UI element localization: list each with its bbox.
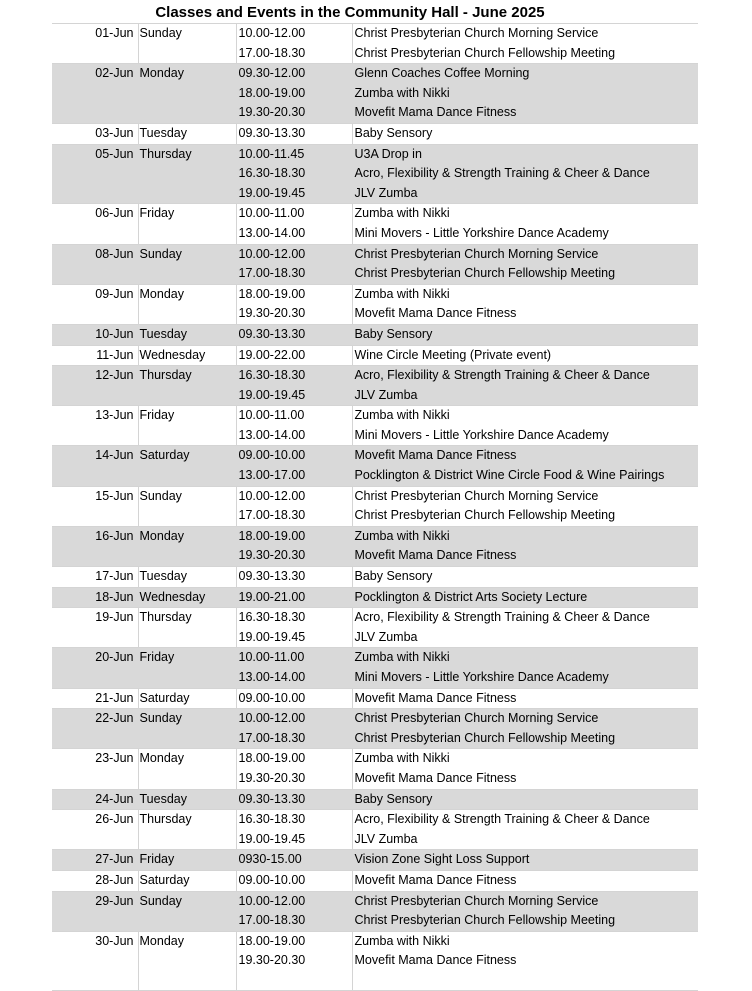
date-cell[interactable]: 18-Jun bbox=[52, 587, 138, 608]
day-cell[interactable] bbox=[138, 769, 236, 789]
day-cell[interactable]: Saturday bbox=[138, 446, 236, 466]
day-cell[interactable]: Tuesday bbox=[138, 324, 236, 345]
table-row bbox=[52, 184, 698, 204]
date-cell[interactable]: 30-Jun bbox=[52, 931, 138, 951]
page-title: Classes and Events in the Community Hall - June 2025 bbox=[155, 4, 545, 21]
time-cell[interactable]: 10.00-12.00 bbox=[236, 244, 352, 264]
date-cell[interactable] bbox=[52, 830, 138, 850]
event-cell[interactable]: Christ Presbyterian Church Morning Service bbox=[352, 244, 698, 264]
event-cell[interactable]: Movefit Mama Dance Fitness bbox=[352, 304, 698, 324]
date-cell[interactable] bbox=[52, 506, 138, 526]
date-cell[interactable]: 13-Jun bbox=[52, 406, 138, 426]
day-cell[interactable] bbox=[138, 466, 236, 486]
time-cell[interactable]: 16.30-18.30 bbox=[236, 164, 352, 184]
time-cell[interactable]: 17.00-18.30 bbox=[236, 729, 352, 749]
day-cell[interactable] bbox=[138, 184, 236, 204]
time-cell[interactable]: 17.00-18.30 bbox=[236, 911, 352, 931]
event-cell[interactable]: Zumba with Nikki bbox=[354, 206, 450, 221]
date-cell[interactable]: 27-Jun bbox=[52, 850, 138, 871]
day-cell[interactable]: Monday bbox=[138, 526, 236, 546]
day-cell[interactable] bbox=[138, 264, 236, 284]
table-row bbox=[52, 931, 698, 951]
event-cell[interactable]: Zumba with Nikki bbox=[354, 408, 450, 423]
event-cell[interactable]: Zumba with Nikki bbox=[354, 751, 450, 766]
event-cell[interactable]: Christ Presbyterian Church Fellowship Meeting bbox=[352, 506, 698, 526]
date-cell[interactable]: 05-Jun bbox=[52, 144, 138, 164]
event-cell[interactable]: Movefit Mama Dance Fitness bbox=[352, 688, 698, 709]
table-row bbox=[52, 64, 698, 84]
date-cell[interactable]: 15-Jun bbox=[52, 486, 138, 506]
table-row bbox=[52, 244, 698, 264]
table-row bbox=[52, 284, 698, 304]
event-cell[interactable]: Christ Presbyterian Church Morning Service bbox=[352, 891, 698, 911]
event-cell[interactable]: Movefit Mama Dance Fitness bbox=[352, 103, 698, 123]
event-cell[interactable]: JLV Zumba bbox=[352, 628, 698, 648]
date-cell[interactable]: 06-Jun bbox=[52, 204, 138, 224]
table-row bbox=[52, 648, 698, 668]
date-cell[interactable] bbox=[52, 971, 138, 991]
time-cell[interactable]: 19.30-20.30 bbox=[236, 951, 352, 971]
table-row bbox=[52, 366, 698, 386]
date-cell[interactable] bbox=[52, 769, 138, 789]
time-cell[interactable]: 19.30-20.30 bbox=[236, 769, 352, 789]
time-cell[interactable]: 18.00-19.00 bbox=[236, 284, 352, 304]
date-cell[interactable]: 11-Jun bbox=[52, 345, 138, 366]
day-cell[interactable] bbox=[138, 830, 236, 850]
event-cell[interactable]: Zumba with Nikki bbox=[352, 526, 698, 546]
date-cell[interactable]: 16-Jun bbox=[52, 526, 138, 546]
date-cell[interactable]: 12-Jun bbox=[52, 366, 138, 386]
time-cell[interactable]: 17.00-18.30 bbox=[236, 44, 352, 64]
day-cell[interactable] bbox=[138, 426, 236, 446]
date-cell[interactable]: 02-Jun bbox=[52, 64, 138, 84]
time-cell[interactable]: 10.00-12.00 bbox=[236, 891, 352, 911]
event-cell[interactable]: Wine Circle Meeting (Private event) bbox=[352, 345, 698, 366]
table-row bbox=[52, 729, 698, 749]
time-cell[interactable]: 18.00-19.00 bbox=[236, 749, 352, 769]
date-cell[interactable]: 24-Jun bbox=[52, 789, 138, 810]
day-cell[interactable] bbox=[138, 386, 236, 406]
time-cell[interactable]: 13.00-14.00 bbox=[236, 668, 352, 688]
day-cell[interactable]: Tuesday bbox=[138, 567, 236, 588]
day-cell[interactable]: Friday bbox=[138, 406, 236, 426]
time-cell[interactable]: 19.00-19.45 bbox=[236, 628, 352, 648]
day-cell[interactable] bbox=[138, 911, 236, 931]
table-row bbox=[52, 628, 698, 648]
event-cell[interactable]: Christ Presbyterian Church Morning Service bbox=[352, 709, 698, 729]
table-row bbox=[52, 144, 698, 164]
event-cell[interactable]: Mini Movers - Little Yorkshire Dance Academy bbox=[352, 668, 698, 688]
day-cell[interactable] bbox=[138, 971, 236, 991]
event-cell[interactable]: Baby Sensory bbox=[352, 123, 698, 144]
time-cell[interactable]: 09.30-13.30 bbox=[236, 789, 352, 810]
date-cell[interactable] bbox=[52, 729, 138, 749]
table-row bbox=[52, 123, 698, 144]
date-cell[interactable]: 03-Jun bbox=[52, 123, 138, 144]
date-cell[interactable]: 26-Jun bbox=[52, 810, 138, 830]
event-cell[interactable]: JLV Zumba bbox=[352, 830, 698, 850]
date-cell[interactable] bbox=[52, 546, 138, 566]
table-row bbox=[52, 810, 698, 830]
time-cell[interactable]: 13.00-14.00 bbox=[236, 224, 352, 244]
event-cell[interactable]: Baby Sensory bbox=[352, 324, 698, 345]
time-cell[interactable]: 19.00-22.00 bbox=[236, 345, 352, 366]
date-cell[interactable]: 20-Jun bbox=[52, 648, 138, 668]
date-cell[interactable] bbox=[52, 668, 138, 688]
event-cell[interactable]: Acro, Flexibility & Strength Training & Cheer & Dance bbox=[352, 366, 698, 386]
time-cell[interactable]: 09.30-12.00 bbox=[236, 64, 352, 84]
day-cell[interactable]: Thursday bbox=[138, 810, 236, 830]
day-cell[interactable] bbox=[138, 506, 236, 526]
event-cell[interactable]: U3A Drop in bbox=[352, 144, 698, 164]
time-cell[interactable]: 10.00-12.00 bbox=[236, 24, 352, 44]
table-row bbox=[52, 911, 698, 931]
day-cell[interactable] bbox=[138, 44, 236, 64]
time-cell[interactable]: 19.00-21.00 bbox=[236, 587, 352, 608]
date-cell[interactable]: 08-Jun bbox=[52, 244, 138, 264]
event-cell[interactable]: Baby Sensory bbox=[352, 567, 698, 588]
time-cell[interactable]: 19.00-19.45 bbox=[236, 830, 352, 850]
time-cell[interactable]: 19.00-19.45 bbox=[236, 184, 352, 204]
event-cell[interactable]: Pocklington & District Arts Society Lecture bbox=[352, 587, 698, 608]
table-row bbox=[52, 486, 698, 506]
table-row bbox=[52, 608, 698, 628]
day-cell[interactable]: Sunday bbox=[138, 891, 236, 911]
table-row bbox=[52, 103, 698, 123]
event-cell[interactable]: Zumba with Nikki bbox=[354, 286, 450, 301]
time-cell[interactable]: 09.00-10.00 bbox=[236, 688, 352, 709]
date-cell[interactable] bbox=[52, 466, 138, 486]
time-cell[interactable]: 19.30-20.30 bbox=[236, 546, 352, 566]
table-row bbox=[52, 426, 698, 446]
day-cell[interactable]: Thursday bbox=[138, 366, 236, 386]
date-cell[interactable] bbox=[52, 911, 138, 931]
event-cell[interactable]: Movefit Mama Dance Fitness bbox=[352, 446, 698, 466]
date-cell[interactable] bbox=[52, 103, 138, 123]
table-row bbox=[52, 44, 698, 64]
table-row bbox=[52, 446, 698, 466]
day-cell[interactable]: Monday bbox=[138, 749, 236, 769]
table-row bbox=[52, 789, 698, 810]
date-cell[interactable]: 22-Jun bbox=[52, 709, 138, 729]
day-cell[interactable] bbox=[138, 951, 236, 971]
date-cell[interactable] bbox=[52, 628, 138, 648]
day-cell[interactable]: Wednesday bbox=[138, 587, 236, 608]
time-cell[interactable]: 18.00-19.00 bbox=[236, 84, 352, 104]
event-cell[interactable]: JLV Zumba bbox=[352, 386, 698, 406]
table-row bbox=[52, 224, 698, 244]
event-cell[interactable]: Vision Zone Sight Loss Support bbox=[352, 850, 698, 871]
event-cell[interactable]: Christ Presbyterian Church Fellowship Meeting bbox=[352, 44, 698, 64]
time-cell[interactable]: 09.30-13.30 bbox=[236, 567, 352, 588]
date-cell[interactable]: 10-Jun bbox=[52, 324, 138, 345]
table-row bbox=[52, 769, 698, 789]
event-cell[interactable]: Acro, Flexibility & Strength Training & Cheer & Dance bbox=[352, 164, 698, 184]
date-cell[interactable] bbox=[52, 951, 138, 971]
table-row bbox=[52, 567, 698, 588]
date-cell[interactable]: 23-Jun bbox=[52, 749, 138, 769]
date-cell[interactable] bbox=[52, 304, 138, 324]
table-row bbox=[52, 668, 698, 688]
table-row bbox=[52, 587, 698, 608]
event-cell[interactable]: Zumba with Nikki bbox=[354, 933, 450, 948]
day-cell[interactable]: Sunday bbox=[138, 244, 236, 264]
time-cell[interactable]: 0930-15.00 bbox=[236, 850, 352, 871]
time-cell[interactable]: 19.30-20.30 bbox=[236, 304, 352, 324]
time-cell[interactable]: 10.00-12.00 bbox=[236, 486, 352, 506]
table-row bbox=[52, 891, 698, 911]
day-cell[interactable]: Friday bbox=[138, 204, 236, 224]
day-cell[interactable]: Sunday bbox=[138, 486, 236, 506]
table-row bbox=[52, 386, 698, 406]
event-cell[interactable]: Mini Movers - Little Yorkshire Dance Academy bbox=[352, 224, 698, 244]
event-cell[interactable]: Movefit Mama Dance Fitness bbox=[354, 953, 517, 968]
table-row bbox=[52, 870, 698, 891]
table-row bbox=[52, 546, 698, 566]
date-cell[interactable] bbox=[52, 386, 138, 406]
table-row bbox=[52, 304, 698, 324]
day-cell[interactable]: Monday bbox=[138, 931, 236, 951]
table-row bbox=[52, 345, 698, 366]
event-cell[interactable]: JLV Zumba bbox=[352, 184, 698, 204]
day-cell[interactable] bbox=[138, 304, 236, 324]
time-cell[interactable]: 10.00-12.00 bbox=[236, 709, 352, 729]
day-cell[interactable]: Monday bbox=[138, 284, 236, 304]
table-row bbox=[52, 204, 698, 224]
day-cell[interactable] bbox=[138, 224, 236, 244]
table-row bbox=[52, 850, 698, 871]
table-row bbox=[52, 688, 698, 709]
time-cell[interactable]: 13.00-17.00 bbox=[236, 466, 352, 486]
event-cell[interactable]: Christ Presbyterian Church Fellowship Meeting bbox=[352, 729, 698, 749]
day-cell[interactable]: Thursday bbox=[138, 144, 236, 164]
date-cell[interactable]: 28-Jun bbox=[52, 870, 138, 891]
time-cell[interactable]: 09.30-13.30 bbox=[236, 123, 352, 144]
event-cell[interactable]: Pocklington & District Wine Circle Food & Wine Pairings bbox=[352, 466, 698, 486]
table-row bbox=[52, 951, 698, 971]
day-cell[interactable] bbox=[138, 164, 236, 184]
event-cell[interactable]: Mini Movers - Little Yorkshire Dance Academy bbox=[352, 426, 698, 446]
day-cell[interactable] bbox=[138, 103, 236, 123]
event-cell[interactable]: Acro, Flexibility & Strength Training & Cheer & Dance bbox=[354, 812, 650, 827]
time-cell[interactable]: 19.00-19.45 bbox=[236, 386, 352, 406]
day-cell[interactable]: Sunday bbox=[138, 24, 236, 44]
table-row bbox=[52, 84, 698, 104]
time-cell[interactable]: 19.30-20.30 bbox=[236, 103, 352, 123]
date-cell[interactable]: 01-Jun bbox=[52, 24, 138, 44]
event-cell[interactable] bbox=[352, 971, 698, 991]
table-row bbox=[52, 406, 698, 426]
time-cell[interactable]: 16.30-18.30 bbox=[236, 608, 352, 628]
time-cell[interactable]: 16.30-18.30 bbox=[236, 810, 352, 830]
event-cell[interactable]: Zumba with Nikki bbox=[352, 84, 698, 104]
time-cell[interactable]: 09.00-10.00 bbox=[236, 870, 352, 891]
day-cell[interactable]: Monday bbox=[138, 64, 236, 84]
day-cell[interactable]: Tuesday bbox=[138, 123, 236, 144]
date-cell[interactable] bbox=[52, 164, 138, 184]
event-cell[interactable]: Acro, Flexibility & Strength Training & Cheer & Dance bbox=[354, 610, 650, 625]
table-row bbox=[52, 506, 698, 526]
table-row bbox=[52, 749, 698, 769]
table-row bbox=[52, 971, 698, 991]
date-cell[interactable]: 17-Jun bbox=[52, 567, 138, 588]
date-cell[interactable] bbox=[52, 84, 138, 104]
table-row bbox=[52, 526, 698, 546]
date-cell[interactable] bbox=[52, 44, 138, 64]
event-cell[interactable]: Christ Presbyterian Church Morning Service bbox=[354, 26, 599, 40]
table-row bbox=[52, 466, 698, 486]
event-cell[interactable]: Christ Presbyterian Church Fellowship Meeting bbox=[352, 264, 698, 284]
time-cell[interactable]: 16.30-18.30 bbox=[236, 366, 352, 386]
table-row bbox=[52, 324, 698, 345]
day-cell[interactable]: Friday bbox=[138, 850, 236, 871]
date-cell[interactable]: 21-Jun bbox=[52, 688, 138, 709]
time-cell[interactable] bbox=[236, 971, 352, 991]
time-cell[interactable]: 10.00-11.00 bbox=[236, 406, 352, 426]
table-row bbox=[52, 709, 698, 729]
event-cell[interactable]: Christ Presbyterian Church Fellowship Meeting bbox=[352, 911, 698, 931]
table-row bbox=[52, 264, 698, 284]
day-cell[interactable]: Wednesday bbox=[138, 345, 236, 366]
day-cell[interactable] bbox=[138, 668, 236, 688]
day-cell[interactable]: Saturday bbox=[138, 688, 236, 709]
time-cell[interactable]: 17.00-18.30 bbox=[236, 506, 352, 526]
day-cell[interactable]: Sunday bbox=[138, 709, 236, 729]
day-cell[interactable] bbox=[138, 628, 236, 648]
time-cell[interactable]: 09.00-10.00 bbox=[236, 446, 352, 466]
event-cell[interactable]: Christ Presbyterian Church Morning Service bbox=[354, 488, 599, 503]
day-cell[interactable] bbox=[138, 729, 236, 749]
date-cell[interactable]: 14-Jun bbox=[52, 446, 138, 466]
table-row bbox=[52, 164, 698, 184]
event-cell[interactable]: Movefit Mama Dance Fitness bbox=[352, 769, 698, 789]
table-row bbox=[52, 830, 698, 850]
day-cell[interactable]: Thursday bbox=[138, 608, 236, 628]
day-cell[interactable] bbox=[138, 546, 236, 566]
date-cell[interactable] bbox=[52, 184, 138, 204]
time-cell[interactable]: 17.00-18.30 bbox=[236, 264, 352, 284]
day-cell[interactable]: Saturday bbox=[138, 870, 236, 891]
table-row bbox=[52, 24, 698, 44]
day-cell[interactable] bbox=[138, 84, 236, 104]
date-cell[interactable]: 09-Jun bbox=[52, 284, 138, 304]
time-cell[interactable]: 10.00-11.45 bbox=[236, 144, 352, 164]
date-cell[interactable] bbox=[52, 426, 138, 446]
event-cell[interactable]: Movefit Mama Dance Fitness bbox=[352, 546, 698, 566]
schedule-body bbox=[52, 24, 698, 991]
time-cell[interactable]: 10.00-11.00 bbox=[236, 204, 352, 224]
time-cell[interactable]: 18.00-19.00 bbox=[236, 526, 352, 546]
date-cell[interactable] bbox=[52, 224, 138, 244]
event-cell[interactable]: Zumba with Nikki bbox=[352, 648, 698, 668]
event-cell[interactable]: Glenn Coaches Coffee Morning bbox=[352, 64, 698, 84]
date-cell[interactable]: 29-Jun bbox=[52, 891, 138, 911]
schedule-table bbox=[52, 24, 698, 991]
day-cell[interactable]: Friday bbox=[138, 648, 236, 668]
time-cell[interactable]: 18.00-19.00 bbox=[236, 931, 352, 951]
day-cell[interactable]: Tuesday bbox=[138, 789, 236, 810]
event-cell[interactable]: Baby Sensory bbox=[352, 789, 698, 810]
date-cell[interactable]: 19-Jun bbox=[52, 608, 138, 628]
event-cell[interactable]: Movefit Mama Dance Fitness bbox=[352, 870, 698, 891]
time-cell[interactable]: 13.00-14.00 bbox=[236, 426, 352, 446]
time-cell[interactable]: 10.00-11.00 bbox=[236, 648, 352, 668]
time-cell[interactable]: 09.30-13.30 bbox=[236, 324, 352, 345]
date-cell[interactable] bbox=[52, 264, 138, 284]
